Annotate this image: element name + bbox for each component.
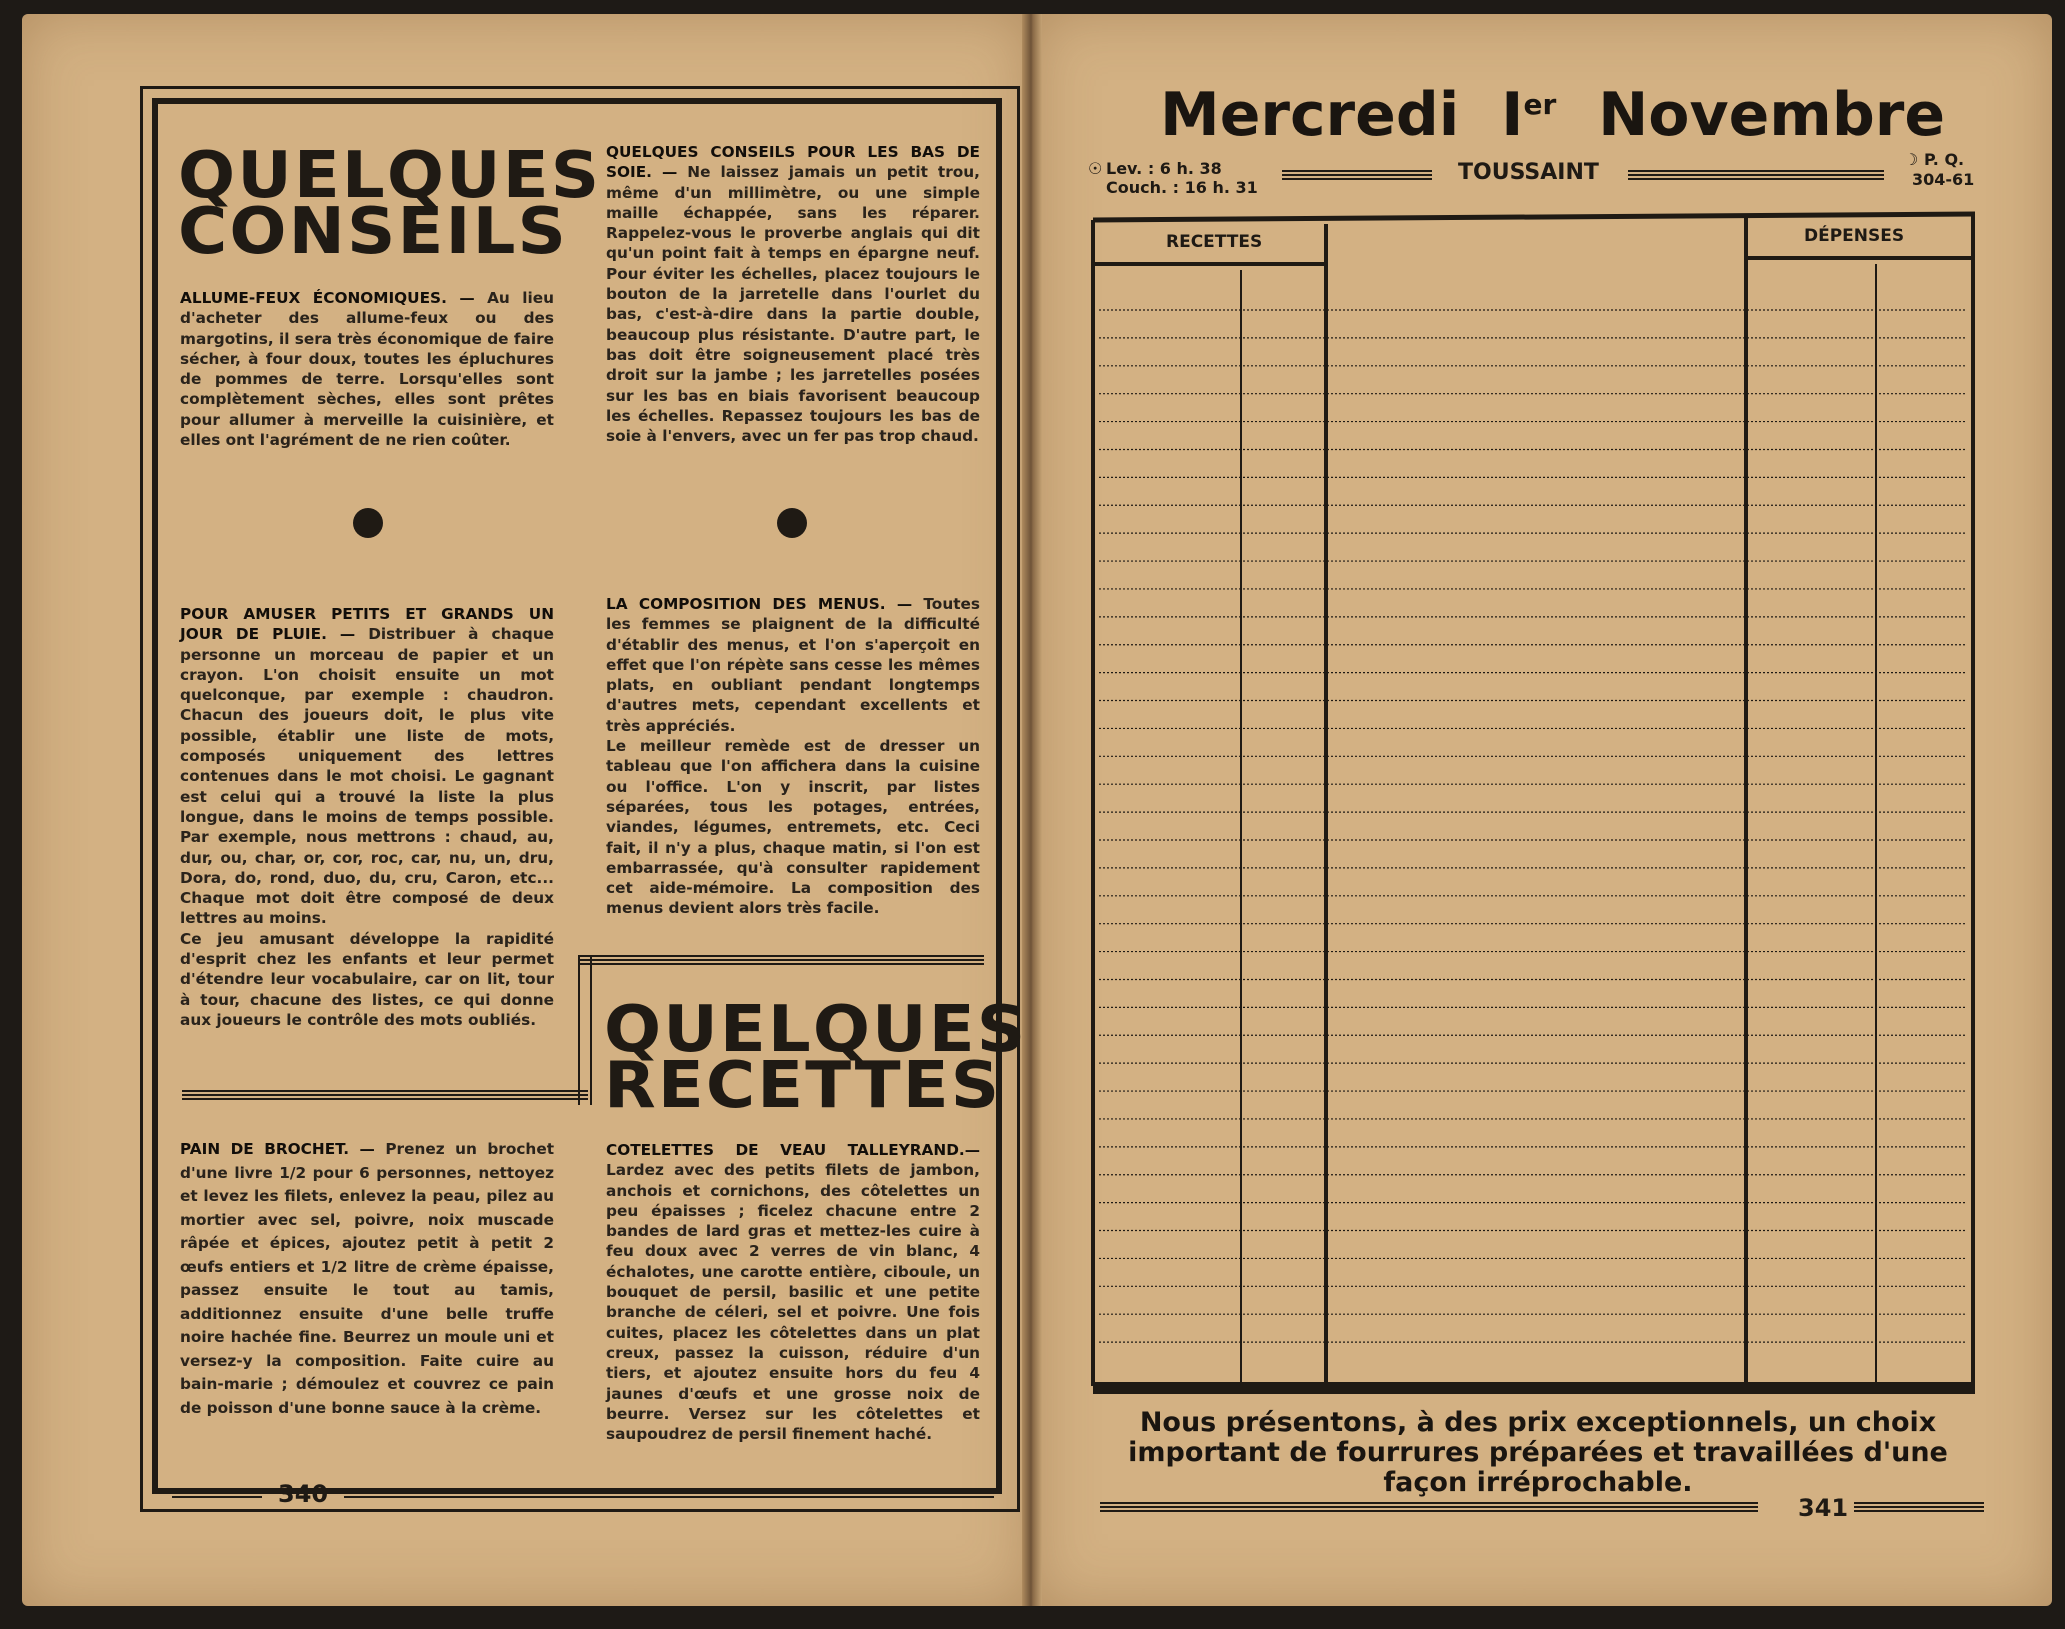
separator-dot	[777, 508, 807, 538]
recettes-top-rule	[578, 955, 984, 967]
header-rule-left	[1282, 170, 1432, 182]
feast-day: TOUSSAINT	[1458, 160, 1599, 185]
ledger-header-recettes: RECETTES	[1166, 232, 1263, 252]
day-of-year: 304-61	[1912, 170, 1975, 189]
title-line-2: RECETTES	[604, 1049, 1002, 1123]
date-number: I	[1501, 80, 1524, 150]
footer-rule-left	[172, 1488, 262, 1500]
ledger-header-depenses: DÉPENSES	[1804, 226, 1905, 246]
month-name: Novembre	[1598, 80, 1946, 150]
footer-rule-left-right-page	[1100, 1502, 1758, 1514]
sunrise-time: Lev. : 6 h. 38	[1106, 159, 1222, 178]
title-quelques-conseils	[178, 139, 602, 269]
date-superscript: er	[1523, 88, 1557, 121]
article-body-2: Ce jeu amusant développe la rapidité d'esprit chez les enfants et leur permet d'étendre leur vocabulaire, car on lit, tour à tour, chacune des listes, ce qui donne aux joueurs le contrôle des mots oubliés.	[180, 929, 554, 1029]
article-heading: COTELETTES DE VEAU TALLEYRAND.—	[606, 1141, 980, 1159]
article-body: Toutes les femmes se plaignent de la difficulté d'établir des menus, et l'on s'aperçoit en effet que l'on répète sans cesse les mêmes plats, en oubliant pendant longtemps d'autres mets, cependant excellents et très appréciés.	[606, 595, 980, 735]
ledger-table	[1091, 210, 1977, 1400]
advertisement: Nous présentons, à des prix exceptionnels, un choix important de fourrures préparées et travaillées d'une façon irréprochable.	[1128, 1407, 1948, 1498]
footer-rule-right-right-page	[1854, 1502, 1984, 1514]
article-body-2: Le meilleur remède est de dresser un tableau que l'on affichera dans la cuisine ou l'office. L'on y inscrit, par listes séparées, tous les potages, entrées, viandes, légumes, entremets, etc. Ceci fait, il n'y a plus, chaque matin, si l'on est embarrassée, qu'à consulter rapidement cet aide-mémoire. La composition des menus devient alors très facile.	[606, 737, 980, 918]
article-body: Lardez avec des petits filets de jambon, anchois et cornichons, des côtelettes un peu épaisses ; ficelez chacune entre 2 bandes de lard gras et mettez-les cuire à feu doux avec 2 verres de vin blanc, 4 échalotes, une carotte entière, ciboule, un bouquet de persil, basilic et une petite branche de céleri, sel et poivre. Une fois cuites, placez les côtelettes dans un plat creux, passez la cuisson, réduire d'un tiers, et ajoutez ensuite hors du feu 4 jaunes d'œufs et une grosse noix de beurre. Versez sur les côtelettes et saupoudrez de persil finement haché.	[606, 1161, 980, 1444]
footer-rule-right	[344, 1488, 994, 1500]
title-line-1: QUELQUES	[604, 993, 1028, 1067]
article-body: Distribuer à chaque personne un morceau de papier et un crayon. L'on choisit ensuite un mot quelconque, par exemple : chaudron. Chacun des joueurs doit, le plus vite possible, établir une liste de mots, composés uniquement des lettres contenues dans le mot choisi. Le gagnant est celui qui a trouvé la liste la plus longue, dans le moins de temps possible. Par exemple, nous mettrons : chaud, au, dur, ou, char, or, cor, roc, car, nu, un, dru, Dora, do, rond, duo, du, cru, Caron, etc... Chaque mot doit être composé de deux lettres au moins.	[180, 625, 554, 928]
moon-icon: ☽	[1904, 150, 1919, 169]
recettes-side-rule	[578, 955, 592, 1105]
page-number-right: 341	[1798, 1494, 1849, 1522]
article-heading: ALLUME-FEUX ÉCONOMIQUES. —	[180, 289, 475, 307]
title-quelques-recettes	[604, 993, 1028, 1123]
sunset-time: Couch. : 16 h. 31	[1106, 178, 1258, 197]
article-bas-de-soie	[606, 142, 980, 446]
day-title	[1160, 80, 1946, 150]
title-line-2: CONSEILS	[178, 195, 569, 269]
moon-phase: P. Q.	[1924, 150, 1965, 169]
article-body: Au lieu d'acheter des allume-feux ou des margotins, il sera très économique de faire sécher, à four doux, toutes les épluchures de pommes de terre. Lorsqu'elles sont complètement sèches, elles sont prêtes pour allumer à merveille la cuisinière, et elles ont l'agrément de ne rien coûter.	[180, 289, 554, 450]
article-amuser	[180, 604, 554, 1030]
article-pain-de-brochet	[180, 1138, 554, 1420]
article-heading: POUR AMUSER PETITS ET GRANDS UN JOUR DE PLUIE. —	[180, 605, 554, 644]
article-body: Prenez un brochet d'une livre 1/2 pour 6 personnes, nettoyez et levez les filets, enlevez la peau, pilez au mortier avec sel, poivre, noix muscade râpée et épices, ajoutez petit à petit 2 œufs entiers et 1/2 litre de crème épaisse, passez ensuite le tout au tamis, additionnez ensuite d'une belle truffe noire hachée fine. Beurrez un moule uni et versez-y la composition. Faite cuire au bain-marie ; démoulez et couvrez ce pain de poisson d'une bonne sauce à la crème.	[180, 1140, 555, 1417]
page-number-left: 340	[278, 1480, 329, 1508]
article-cotelettes	[606, 1140, 980, 1444]
article-body: Ne laissez jamais un petit trou, même d'un millimètre, ou une simple maille échappée, sans les réparer. Rappelez-vous le proverbe anglais qui dit qu'un point fait à temps en épargne neuf. Pour éviter les échelles, placez toujours le bouton de la jarretelle dans l'ourlet du bas, c'est-à-dire dans la partie double, beaucoup plus résistante. D'autre part, le bas doit être soigneusement placé très droit sur la jambe ; les jarretelles posées sur les bas en biais favorisent beaucoup les échelles. Repassez toujours les bas de soie à l'envers, avec un fer pas trop chaud.	[606, 163, 980, 446]
ledger-border-top	[1093, 214, 1975, 220]
article-menus	[606, 594, 980, 919]
title-line-1: QUELQUES	[178, 139, 602, 213]
article-heading: PAIN DE BROCHET. —	[180, 1140, 375, 1158]
book-gutter	[1022, 14, 1042, 1606]
day-name: Mercredi	[1160, 80, 1460, 150]
header-rule-right	[1628, 170, 1884, 182]
sun-icon: ☉	[1088, 159, 1103, 178]
article-allume-feux	[180, 288, 554, 450]
ledger-grid	[1091, 210, 1977, 1400]
recettes-bottom-rule	[182, 1090, 588, 1102]
article-heading: QUELQUES CONSEILS POUR LES BAS DE SOIE. —	[606, 143, 980, 182]
article-heading: LA COMPOSITION DES MENUS. —	[606, 595, 913, 613]
separator-dot	[353, 508, 383, 538]
